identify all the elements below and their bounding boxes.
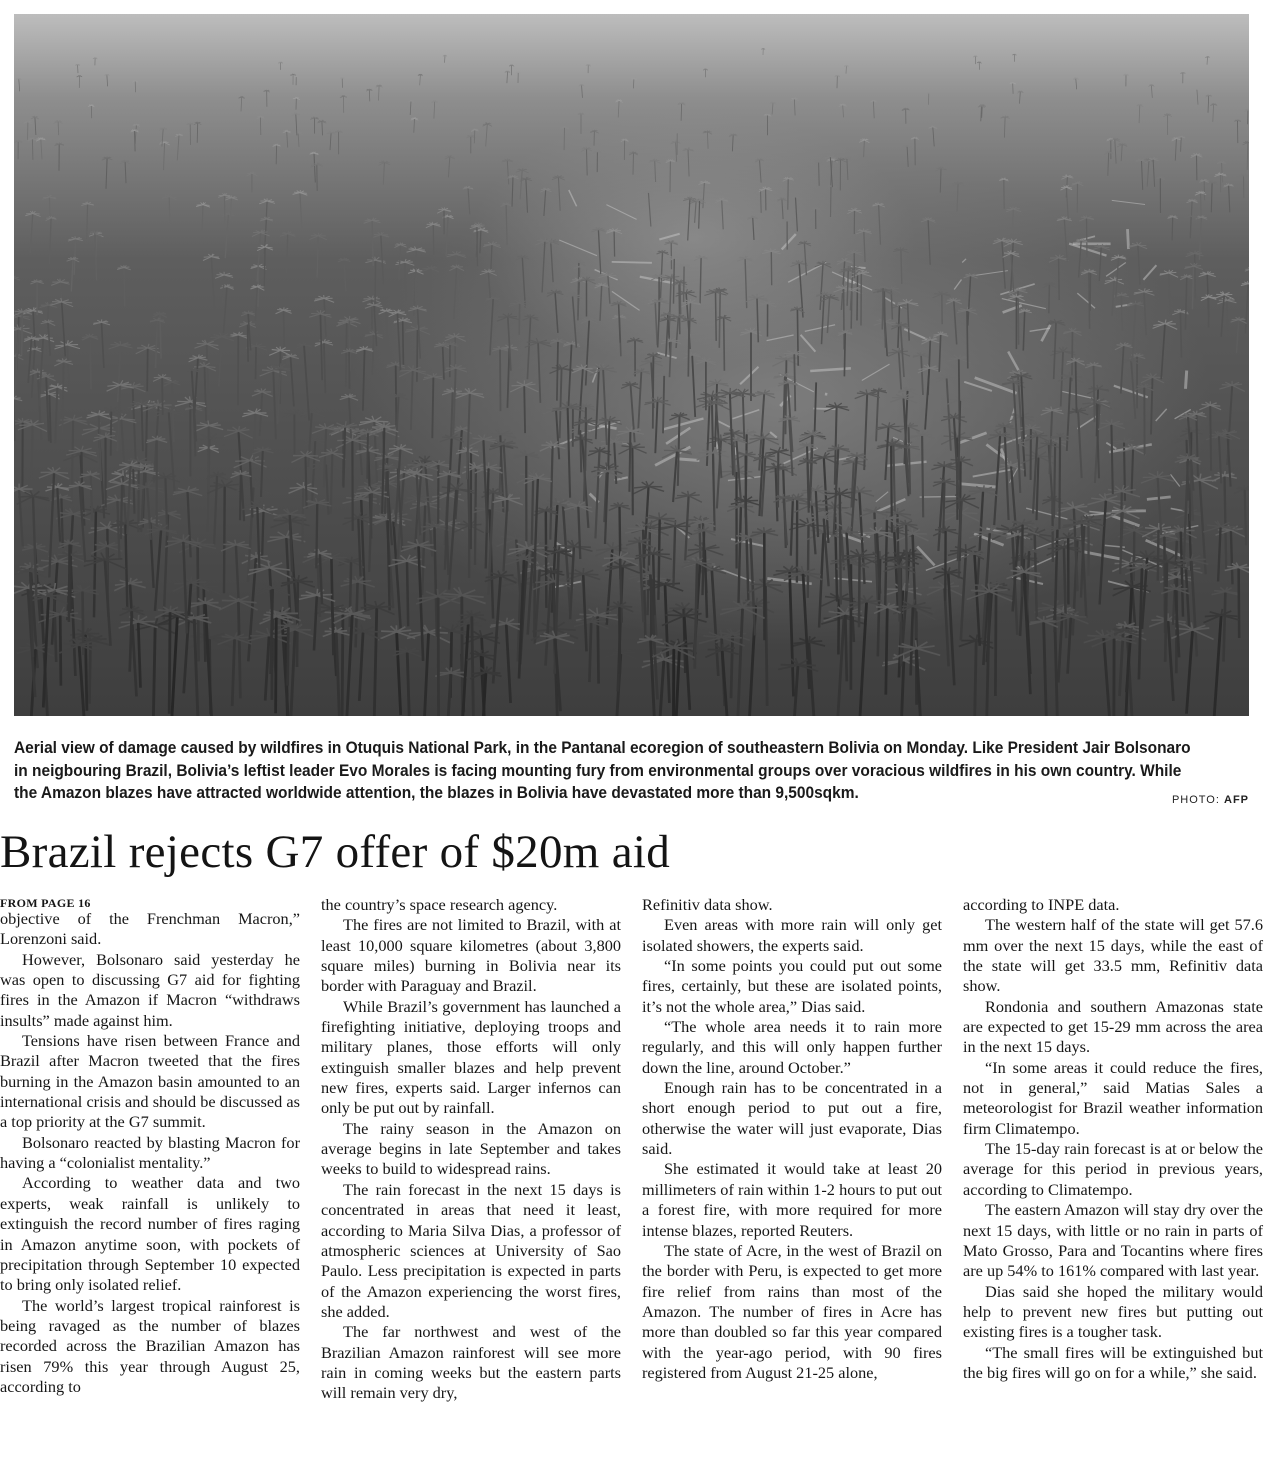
paragraph: objective of the Frenchman Macron,” Lorenzoni said. [0,909,300,949]
photo-caption: Aerial view of damage caused by wildfires in Otuquis National Park, in the Pantanal ecoregion of southeastern Bolivia on Monday. Like President Jair Bolsonaro in neigbouring Brazil, Bolivia’s leftist leader Evo Morales is facing mounting fury from environmental groups over voracious wildfires in his own country. While the Amazon blazes have attracted worldwide attention, the blazes in Bolivia have devastated more than 9,500sqkm. [14,739,1191,802]
article-column-4 [963,895,1263,1383]
photo-credit [1172,794,1249,806]
paragraph: However, Bolsonaro said yesterday he was open to discussing G7 aid for fighting fires in the Amazon if Macron “withdraws insults” made against him. [0,949,300,1030]
paragraph: Enough rain has to be concentrated in a short enough period to put out a fire, otherwise the water will just evaporate, Dias said. [642,1078,942,1159]
paragraph: The fires are not limited to Brazil, with at least 10,000 square kilometres (about 3,800 square miles) burning in Bolivia near its border with Paraguay and Brazil. [321,915,621,996]
paragraph: While Brazil’s government has launched a firefighting initiative, deploying troops and military planes, those efforts will only extinguish smaller blazes and help prevent new fires, experts said. Larger infernos can only be put out by rainfall. [321,996,621,1118]
paragraph: Rondonia and southern Amazonas state are expected to get 15-29 mm across the area in the next 15 days. [963,996,1263,1057]
paragraph: “In some areas it could reduce the fires, not in general,” said Matias Sales a meteorologist for Brazil weather information firm Climatempo. [963,1057,1263,1138]
paragraph: Refinitiv data show. [642,895,773,914]
paragraph: She estimated it would take at least 20 millimeters of rain within 1-2 hours to put out a forest fire, with more required for more intense blazes, reported Reuters. [642,1159,942,1240]
paragraph: The state of Acre, in the west of Brazil on the border with Peru, is expected to get more fire relief from rains than most of the Amazon. The number of fires in Acre has more than doubled so far this year compared with the year-ago period, with 90 fires registered from August 21-25 alone, [642,1240,942,1382]
paragraph: Dias said she hoped the military would help to prevent new fires but putting out existing fires is a tougher task. [963,1281,1263,1342]
article-column-2 [321,895,621,1404]
paragraph: Bolsonaro reacted by blasting Macron for having a “colonialist mentality.” [0,1132,300,1173]
paragraph: “The whole area needs it to rain more regularly, and this will only happen further down the line, around October.” [642,1017,942,1077]
paragraph: The world’s largest tropical rainforest is being ravaged as the number of blazes recorded across the Brazilian Amazon has risen 79% this year through August 25, according to [0,1295,300,1396]
paragraph: “In some points you could put out some fires, certainly, but these are isolated points, it’s not the whole area,” Dias said. [642,956,942,1016]
headline: Brazil rejects G7 offer of $20m aid [0,826,671,878]
paragraph: The rain forecast in the next 15 days is concentrated in areas that need it least, according to Maria Silva Dias, a professor of atmospheric sciences at University of Sao Paulo. Less precipitation is expected in parts of the Amazon experiencing the worst fires, she added. [321,1179,621,1321]
paragraph: the country’s space research agency. [321,895,558,914]
from-page-label: FROM PAGE 16 [0,896,91,910]
paragraph: The western half of the state will get 57.6 mm over the next 15 days, while the east of the state will get 33.5 mm, Refinitiv data show. [963,915,1263,996]
paragraph: The far northwest and west of the Brazilian Amazon rainforest will see more rain in coming weeks but the eastern parts will remain very dry, [321,1322,621,1403]
article-column-1 [0,895,300,1397]
paragraph: “The small fires will be extinguished but the big fires will go on for a while,” she said. [963,1342,1263,1382]
article-column-3 [642,895,942,1383]
paragraph: Tensions have risen between France and Brazil after Macron tweeted that the fires burning in the Amazon basin amounted to an international crisis and should be discussed as a top priority at the G7 summit. [0,1031,300,1132]
paragraph: according to INPE data. [963,895,1120,914]
paragraph: The rainy season in the Amazon on average begins in late September and takes weeks to build to widespread rains. [321,1118,621,1179]
photo-aerial-burned-forest [14,14,1249,716]
news-photo [14,14,1249,716]
paragraph: According to weather data and two experts, weak rainfall is unlikely to extinguish the record number of fires raging in Amazon anytime soon, with pockets of precipitation through September 10 expected to bring only isolated relief. [0,1173,300,1295]
photo-credit-label: PHOTO: [1171,794,1220,806]
paragraph: Even areas with more rain will only get isolated showers, the experts said. [642,915,942,955]
photo-credit-source: AFP [1224,794,1249,806]
paragraph: The eastern Amazon will stay dry over the next 15 days, with little or no rain in parts of Mato Grosso, Para and Tocantins where fires are up 54% to 161% compared with last year. [963,1200,1263,1281]
paragraph: The 15-day rain forecast is at or below the average for this period in previous years, according to Climatempo. [963,1139,1263,1199]
